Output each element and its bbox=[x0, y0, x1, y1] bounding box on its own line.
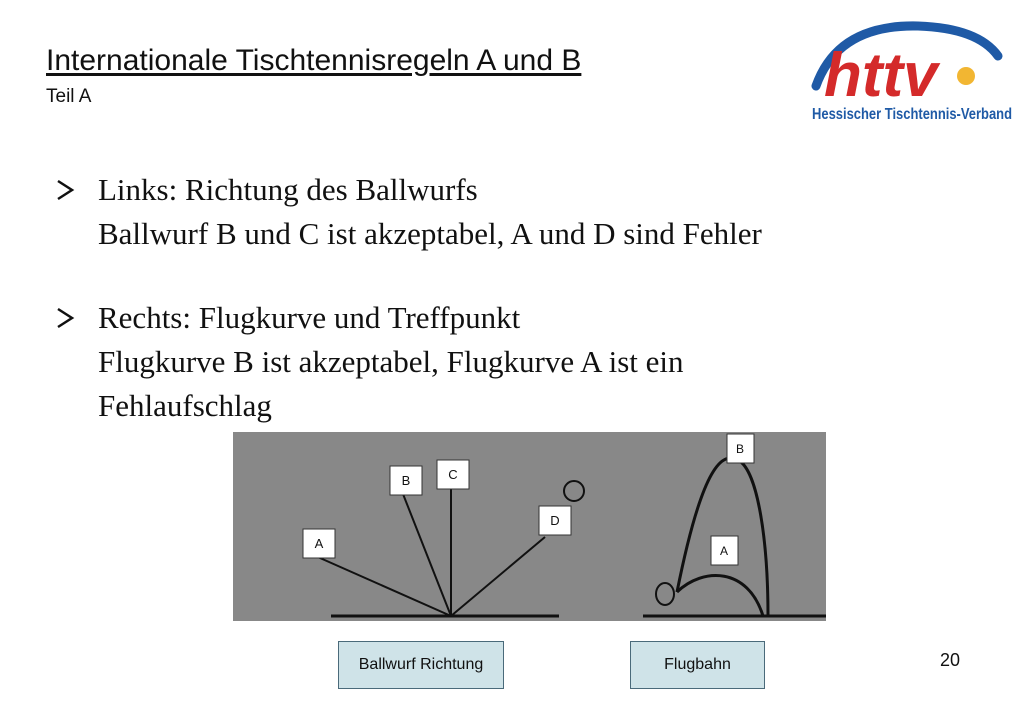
label-box-a bbox=[303, 529, 335, 558]
bullet-line: Flugkurve B ist akzeptabel, Flugkurve A ist ein bbox=[98, 344, 684, 379]
label-box-d bbox=[539, 506, 571, 535]
svg-text:B: B bbox=[401, 473, 411, 488]
serve-diagram bbox=[233, 432, 826, 621]
logo-tagline: Hessischer Tischtennis-Verband bbox=[812, 106, 1012, 123]
arrow-bullet-icon bbox=[46, 296, 86, 340]
slide-subtitle: Teil A bbox=[46, 86, 92, 107]
bullet-line: Rechts: Flugkurve und Treffpunkt bbox=[98, 300, 521, 335]
bullet-line: Ballwurf B und C ist akzeptabel, A und D sind Fehler bbox=[98, 216, 762, 251]
svg-text:D: D bbox=[550, 513, 560, 528]
page-number: 20 bbox=[940, 650, 961, 670]
label-box-b bbox=[390, 466, 422, 495]
svg-text:C: C bbox=[448, 467, 458, 482]
label-box-c bbox=[437, 460, 469, 489]
caption-ballwurf-richtung: Ballwurf Richtung bbox=[338, 641, 504, 689]
svg-text:A: A bbox=[314, 536, 324, 551]
logo-wordmark: httv bbox=[824, 41, 938, 110]
label-box-b bbox=[727, 434, 754, 463]
bullet-line: Links: Richtung des Ballwurfs bbox=[98, 172, 478, 207]
arrow-bullet-icon bbox=[46, 168, 86, 212]
slide-title: Internationale Tischtennisregeln A und B bbox=[46, 44, 582, 77]
bullet-line: Fehlaufschlag bbox=[98, 388, 272, 423]
svg-text:B: B bbox=[735, 442, 745, 456]
caption-flugbahn: Flugbahn bbox=[630, 641, 765, 689]
label-box-a bbox=[711, 536, 738, 565]
svg-text:A: A bbox=[719, 544, 729, 558]
httv-logo bbox=[808, 16, 1018, 128]
